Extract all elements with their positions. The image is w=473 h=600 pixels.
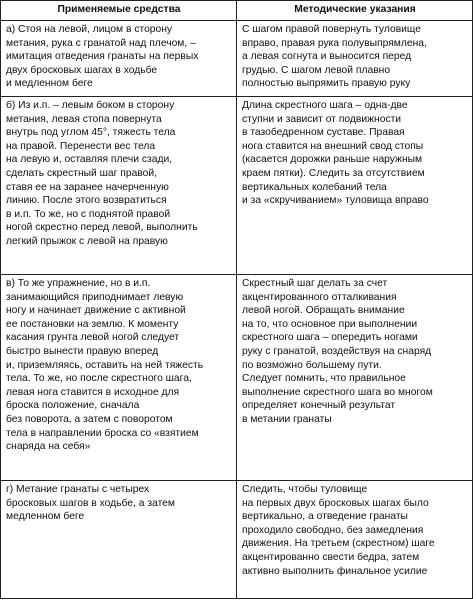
- text-line: легкий прыжок с левой на правую: [6, 235, 168, 247]
- text-line: медленном беге: [6, 511, 85, 523]
- means-cell: [1, 481, 237, 599]
- means-cell: [1, 97, 237, 275]
- text-line: ее постановки на землю. К моменту: [6, 318, 179, 330]
- text-line: занимающийся приподнимает левую: [6, 291, 184, 303]
- header-instructions: Методические указания: [237, 1, 473, 21]
- text-line: сделать скрестный шаг правой,: [6, 167, 157, 179]
- text-line: ступни и зависит от подвижности: [242, 113, 402, 125]
- text-line: вертикально, а отведение гранаты: [242, 511, 408, 523]
- text-line: выполнение скрестного шага во многом: [242, 386, 433, 398]
- text-line: краем пятки). Следить за отсутствием: [242, 167, 425, 179]
- text-line: внутрь под углом 45°, тяжесть тела: [6, 127, 176, 139]
- header-row: [1, 1, 473, 21]
- table-row: [1, 21, 473, 97]
- text-line: акцентированного отталкивания: [242, 291, 397, 303]
- text-line: на левую и, оставляя плечи сзади,: [6, 154, 173, 166]
- text-line: тела. То же, но после скрестного шага,: [6, 373, 192, 385]
- text-line: (касается дорожки раньше наружным: [242, 154, 423, 166]
- instructions-cell: [237, 97, 473, 275]
- text-line: снаряда на себя»: [6, 441, 91, 453]
- means-cell: [1, 21, 237, 97]
- text-line: в тазобедренном суставе. Правая: [242, 127, 405, 139]
- text-line: полностью выпрямить правую руку: [242, 78, 411, 90]
- text-line: имитация отведения гранаты на первых: [6, 51, 199, 63]
- text-line: вертикальных колебаний тела: [242, 181, 387, 193]
- text-line: Следует помнить, что правильное: [242, 373, 406, 385]
- text-line: Скрестный шаг делать за счет: [242, 278, 388, 289]
- table-row: [1, 97, 473, 275]
- text-line: по возможно большему пути.: [242, 359, 382, 371]
- text-line: линию. После этого возвратиться: [6, 195, 167, 207]
- text-line: касания грунта левой ногой следует: [6, 332, 180, 344]
- text-line: тела в направлении броска со «взятием: [6, 427, 199, 439]
- table-row: [1, 275, 473, 481]
- text-line: двух бросковых шагах в ходьбе: [6, 64, 158, 76]
- text-line: метания, рука с гранатой над плечом, –: [6, 37, 196, 49]
- text-line: движения. На третьем (скрестном) шаге: [242, 538, 435, 550]
- table-row: [1, 481, 473, 599]
- text-line: метания, левая стопа повернута: [6, 113, 162, 125]
- text-line: на первых двух бросковых шагах было: [242, 497, 429, 509]
- text-line: С шагом правой повернуть туловище: [242, 24, 421, 35]
- text-line: Следить, чтобы туловище: [242, 484, 368, 495]
- text-line: ногу и начинает движение с активной: [6, 305, 186, 317]
- text-line: и за «скручиванием» туловища вправо: [242, 195, 429, 207]
- text-line: акцентированно свести бедра, затем: [242, 551, 420, 563]
- text-line: в и.п. То же, но с поднятой правой: [6, 208, 171, 220]
- text-line: руку с гранатой, воздействуя на снаряд: [242, 345, 432, 357]
- text-line: в метании гранаты: [242, 413, 332, 425]
- instructions-cell: [237, 21, 473, 97]
- text-line: грудью. С шагом левой плавно: [242, 64, 391, 76]
- text-line: определяет конечный результат: [242, 400, 396, 412]
- text-line: вправо, правая рука полувыпрямлена,: [242, 37, 427, 49]
- text-line: г) Метание гранаты с четырех: [6, 484, 150, 495]
- text-line: и медленном беге: [6, 78, 93, 90]
- text-line: на правой. Перенести вес тела: [6, 140, 156, 152]
- text-line: ногой скрестно перед левой, выполнить: [6, 222, 198, 234]
- text-line: б) Из и.п. – левым боком в сторону: [6, 100, 175, 111]
- text-line: левая нога ставится в исходное для: [6, 386, 180, 398]
- text-line: скрестного шага – опередить ногами: [242, 332, 418, 344]
- header-means: Применяемые средства: [1, 1, 237, 21]
- text-line: быстро вынести правую вперед: [6, 345, 159, 357]
- text-line: в) То же упражнение, но в и.п.: [6, 278, 151, 289]
- text-line: левой ногой. Обращать внимание: [242, 305, 405, 317]
- text-line: броска положение, сначала: [6, 400, 140, 412]
- text-line: и, приземляясь, оставить на ней тяжесть: [6, 359, 204, 371]
- instructions-cell: [237, 481, 473, 599]
- instructions-cell: [237, 275, 473, 481]
- text-line: Длина скрестного шага – одна-две: [242, 100, 408, 111]
- text-line: без поворота, а затем с поворотом: [6, 413, 173, 425]
- text-line: на то, что основное при выполнении: [242, 318, 418, 330]
- text-line: ставя ее на заранее начерченную: [6, 181, 169, 193]
- text-line: а левая согнута и выносится перед: [242, 51, 412, 63]
- text-line: а) Стоя на левой, лицом в сторону: [6, 24, 173, 35]
- text-line: бросковых шагов в ходьбе, а затем: [6, 497, 175, 509]
- text-line: проходило свободно, без замедления: [242, 524, 424, 536]
- text-line: нога ставится на внешний свод стопы: [242, 140, 424, 152]
- means-cell: [1, 275, 237, 481]
- text-line: активно выполнить финальное усилие: [242, 565, 428, 577]
